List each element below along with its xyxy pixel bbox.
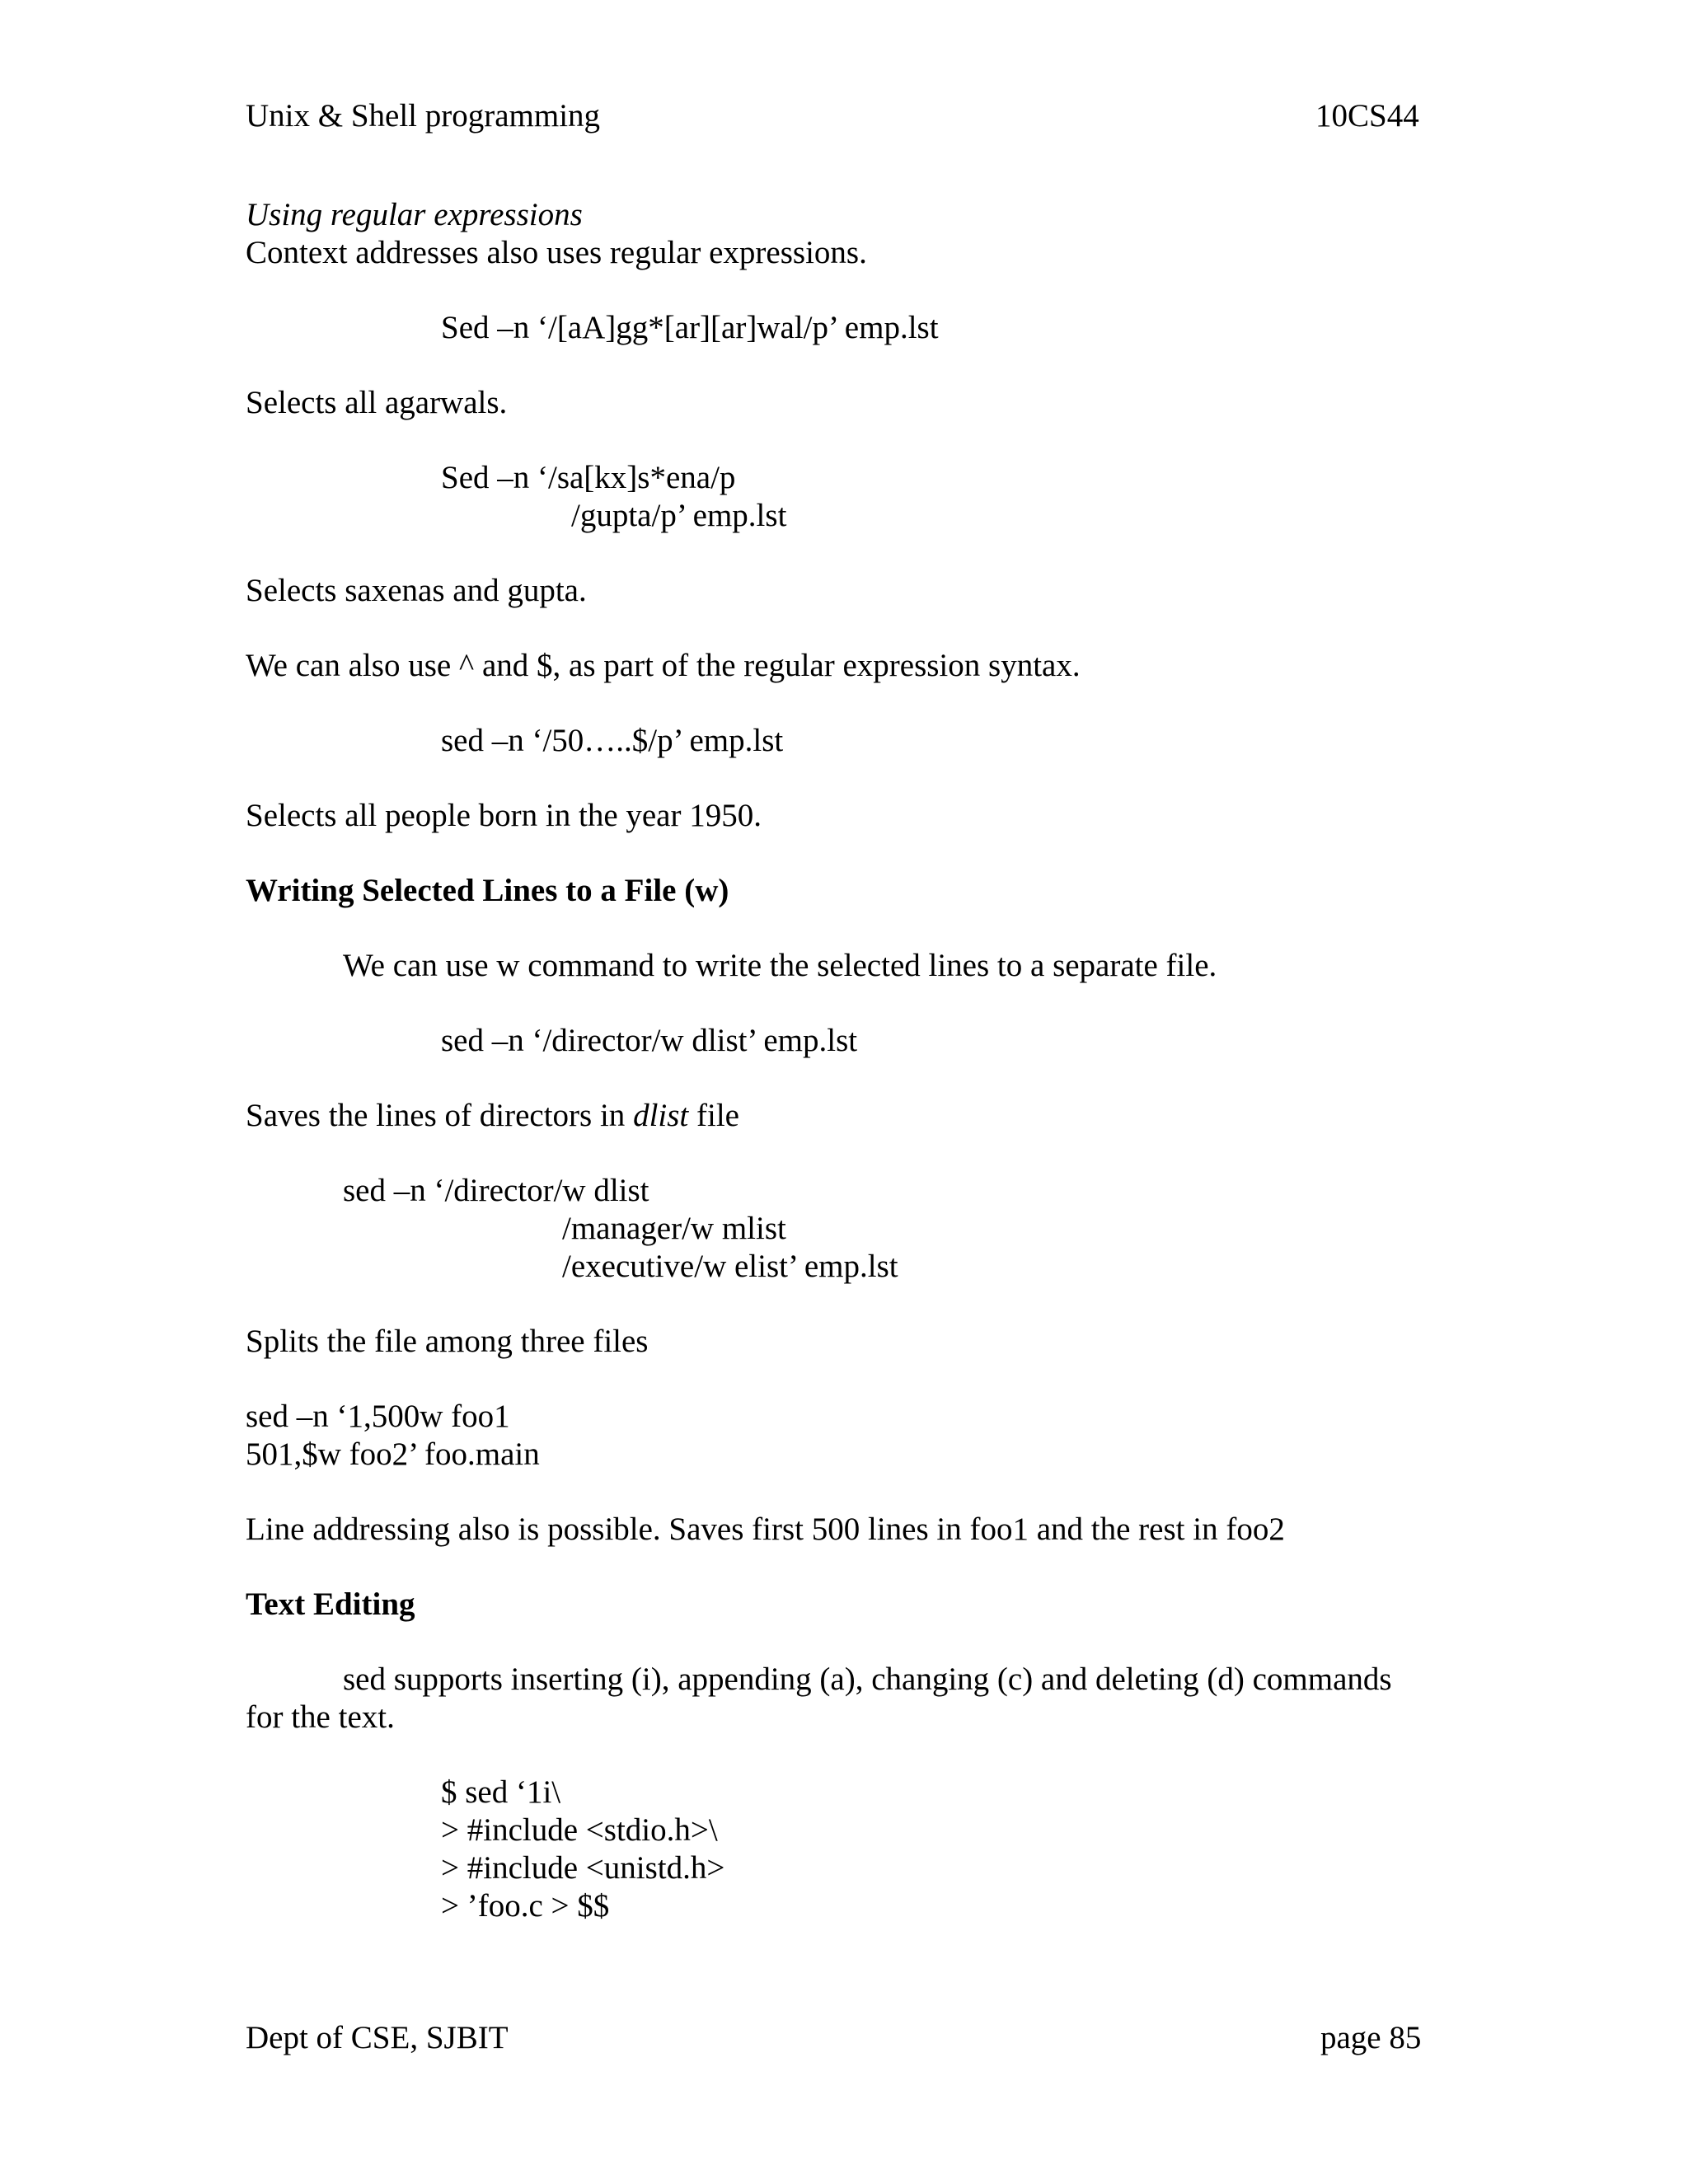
command-insert-line3: > #include <unistd.h>	[441, 1850, 725, 1886]
file-name-dlist: dlist	[633, 1098, 689, 1133]
paragraph-caret-dollar: We can also use ^ and $, as part of the regular expression syntax.	[246, 648, 1081, 683]
command-director: sed –n ‘/director/w dlist’ emp.lst	[441, 1023, 858, 1058]
paragraph-context-addresses: Context addresses also uses regular expressions.	[246, 235, 867, 270]
header-title: Unix & Shell programming	[246, 98, 601, 134]
command-split-line3: /executive/w elist’ emp.lst	[562, 1249, 898, 1284]
heading-writing-selected-lines: Writing Selected Lines to a File (w)	[246, 873, 729, 908]
heading-text-editing: Text Editing	[246, 1586, 415, 1622]
paragraph-text-editing-line2: for the text.	[246, 1699, 395, 1735]
footer-page-number: page 85	[1320, 2020, 1422, 2055]
command-1950: sed –n ‘/50…..$/p’ emp.lst	[441, 723, 784, 758]
command-saxena-line1: Sed –n ‘/sa[kx]s*ena/p	[441, 460, 736, 495]
command-agarwal: Sed –n ‘/[aA]gg*[ar][ar]wal/p’ emp.lst	[441, 310, 939, 345]
paragraph-agarwal-desc: Selects all agarwals.	[246, 385, 508, 420]
command-insert-line2: > #include <stdio.h>\	[441, 1812, 718, 1848]
command-insert-line4: > ’foo.c > $$	[441, 1888, 610, 1924]
paragraph-director-desc: Saves the lines of directors in dlist file	[246, 1098, 739, 1133]
subheading-regular-expressions: Using regular expressions	[246, 197, 583, 232]
paragraph-w-command-intro: We can use w command to write the selected lines to a separate file.	[343, 948, 1217, 983]
command-saxena-line2: /gupta/p’ emp.lst	[571, 498, 787, 533]
paragraph-saxena-desc: Selects saxenas and gupta.	[246, 573, 587, 608]
paragraph-text-editing-line1: sed supports inserting (i), appending (a), changing (c) and deleting (d) commands	[343, 1661, 1392, 1697]
paragraph-1950-desc: Selects all people born in the year 1950.	[246, 798, 762, 833]
paragraph-line-addressing: Line addressing also is possible. Saves first 500 lines in foo1 and the rest in foo2	[246, 1511, 1285, 1547]
paragraph-split-desc: Splits the file among three files	[246, 1324, 649, 1359]
footer-department: Dept of CSE, SJBIT	[246, 2020, 509, 2055]
command-split-line1: sed –n ‘/director/w dlist	[343, 1173, 649, 1208]
command-foo-line1: sed –n ‘1,500w foo1	[246, 1399, 510, 1434]
header-course-code: 10CS44	[1315, 98, 1419, 134]
command-split-line2: /manager/w mlist	[562, 1211, 786, 1246]
command-foo-line2: 501,$w foo2’ foo.main	[246, 1436, 540, 1472]
command-insert-line1: $ sed ‘1i\	[441, 1774, 561, 1810]
